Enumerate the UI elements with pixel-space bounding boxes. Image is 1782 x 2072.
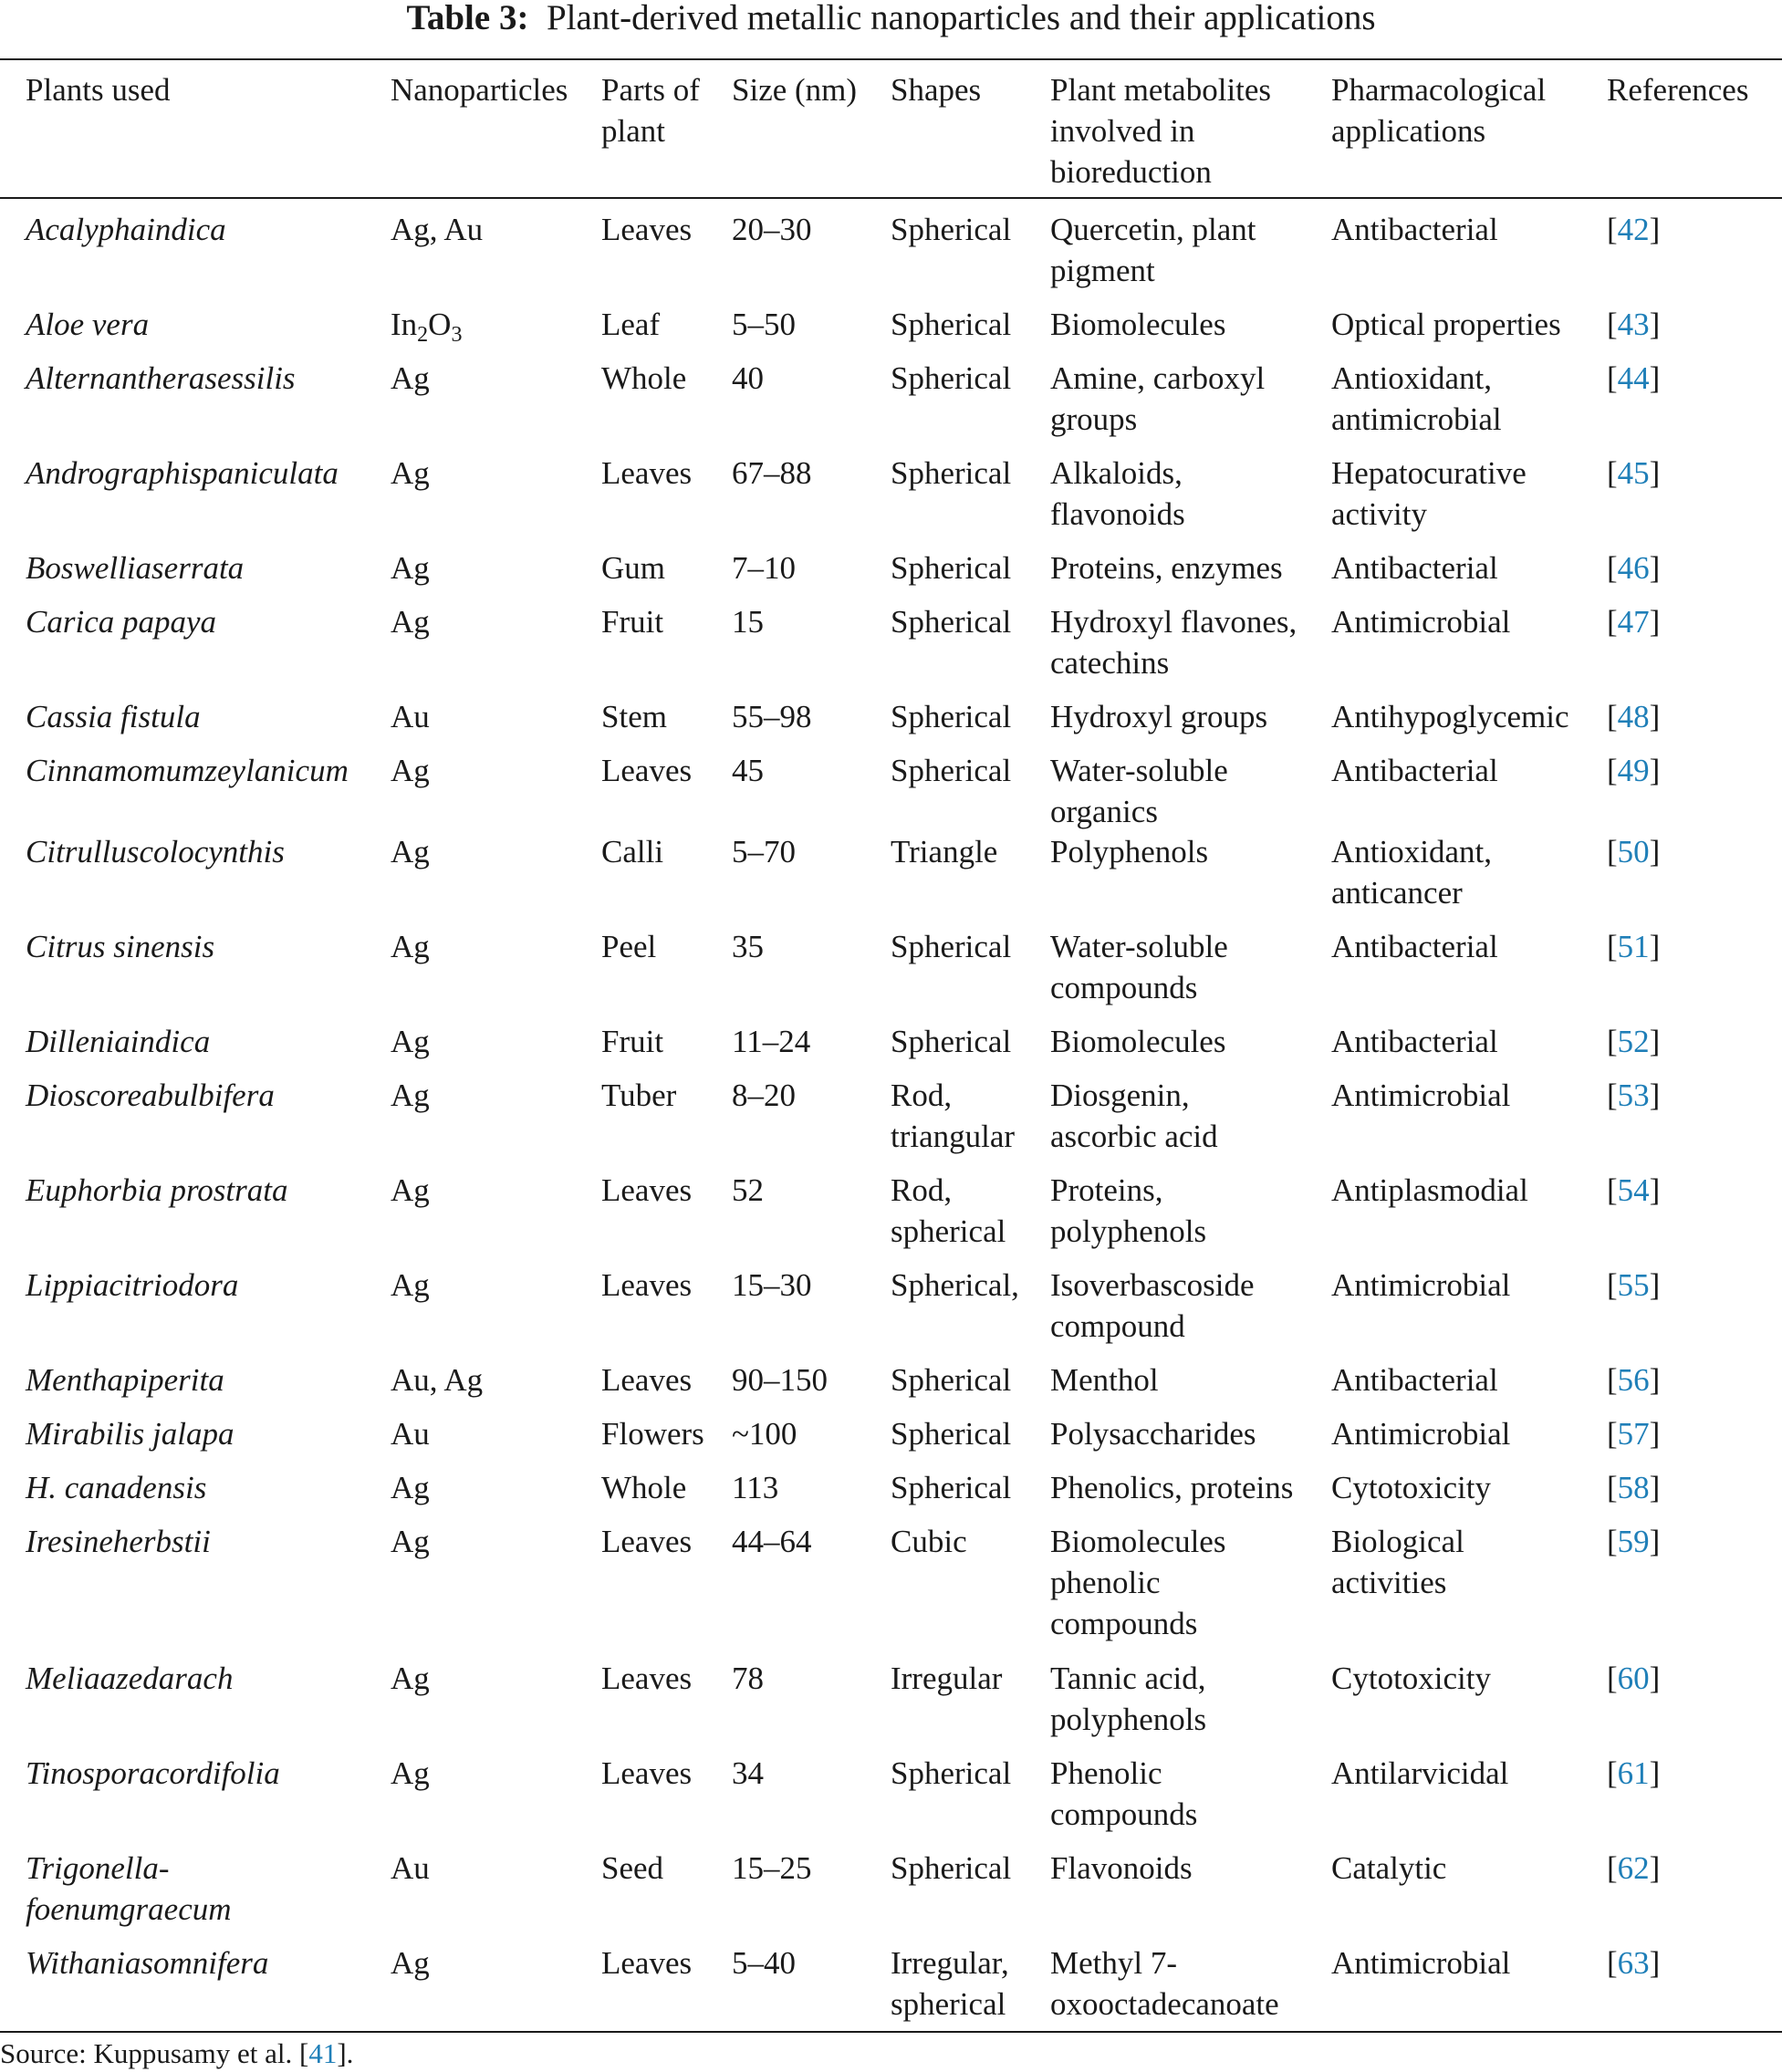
- shape: Triangle: [891, 834, 998, 869]
- application: Catalytic: [1331, 1850, 1447, 1886]
- reference: [53]: [1607, 1078, 1661, 1113]
- shape: Cubic: [891, 1524, 967, 1559]
- metabolites: Hydroxyl flavones, catechins: [1050, 604, 1297, 681]
- shape: Spherical: [891, 1755, 1012, 1791]
- reference: [46]: [1607, 550, 1661, 586]
- nanoparticle: Ag: [391, 1661, 430, 1696]
- application: Antihypoglycemic: [1331, 699, 1569, 734]
- size: 5–40: [732, 1945, 796, 1981]
- table-row: [0, 1658, 1782, 1753]
- reference: [52]: [1607, 1024, 1661, 1059]
- header-plant-metabolites: Plant metabolites involved in bioreduction: [1050, 72, 1272, 190]
- metabolites: Isoverbascoside compound: [1050, 1267, 1255, 1344]
- table-title: Plant-derived metallic nanoparticles and their applications: [546, 0, 1376, 37]
- metabolites: Biomolecules: [1050, 1024, 1226, 1059]
- nanoparticle: Au: [391, 699, 430, 734]
- size: 40: [732, 360, 764, 396]
- application: Hepatocurative activity: [1331, 455, 1527, 532]
- shape: Spherical,: [891, 1267, 1019, 1303]
- reference: [51]: [1607, 929, 1661, 964]
- application: Antiplasmodial: [1331, 1172, 1528, 1208]
- plant-name: Cassia fistula: [26, 699, 201, 734]
- table-row: [0, 750, 1782, 831]
- table-row: [0, 1848, 1782, 1942]
- reference: [60]: [1607, 1661, 1661, 1696]
- size: 52: [732, 1172, 764, 1208]
- nanoparticle: Ag: [391, 360, 430, 396]
- reference-link[interactable]: 54: [1617, 1172, 1650, 1208]
- reference-link[interactable]: 58: [1617, 1470, 1650, 1505]
- application: Antioxidant, antimicrobial: [1331, 360, 1502, 437]
- reference: [49]: [1607, 753, 1661, 788]
- header-plants-used: Plants used: [26, 72, 171, 108]
- table-row: [0, 696, 1782, 750]
- application: Antibacterial: [1331, 1024, 1498, 1059]
- reference: [56]: [1607, 1362, 1661, 1398]
- nanoparticle: Ag: [391, 929, 430, 964]
- plant-part: Leaves: [601, 1362, 693, 1398]
- reference: [61]: [1607, 1755, 1661, 1791]
- nanoparticle: $In_2O_3$: [391, 307, 463, 347]
- reference-link[interactable]: 43: [1617, 307, 1650, 342]
- size: ~100: [732, 1416, 797, 1452]
- header-nanoparticles: Nanoparticles: [391, 72, 568, 108]
- plant-name: H. canadensis: [26, 1470, 207, 1505]
- plant-part: Leaves: [601, 1524, 693, 1559]
- reference: [63]: [1607, 1945, 1661, 1981]
- table-top-rule: [0, 58, 1782, 60]
- table-row: [0, 926, 1782, 1021]
- plant-name: Cinnamomumzeylanicum: [26, 753, 349, 788]
- application: Antibacterial: [1331, 929, 1498, 964]
- plant-name: Menthapiperita: [26, 1362, 224, 1398]
- reference: [48]: [1607, 699, 1661, 734]
- shape: Spherical: [891, 360, 1012, 396]
- header-shapes: Shapes: [891, 72, 982, 108]
- plant-name: Alternantherasessilis: [26, 360, 296, 396]
- reference-link[interactable]: 51: [1617, 929, 1650, 964]
- reference-link[interactable]: 61: [1617, 1755, 1650, 1791]
- reference: [54]: [1607, 1172, 1661, 1208]
- plant-part: Leaves: [601, 1172, 693, 1208]
- shape: Spherical: [891, 550, 1012, 586]
- metabolites: Methyl 7- oxooctadecanoate: [1050, 1945, 1279, 2022]
- reference-link[interactable]: 59: [1617, 1524, 1650, 1559]
- reference-link[interactable]: 47: [1617, 604, 1650, 640]
- metabolites: Proteins, enzymes: [1050, 550, 1283, 586]
- application: Antioxidant, anticancer: [1331, 834, 1492, 911]
- nanoparticle: Ag: [391, 1024, 430, 1059]
- plant-name: Carica papaya: [26, 604, 217, 640]
- plant-name: Andrographispaniculata: [26, 455, 339, 491]
- metabolites: Menthol: [1050, 1362, 1159, 1398]
- nanoparticle: Au, Ag: [391, 1362, 484, 1398]
- plant-name: Acalyphaindica: [26, 212, 226, 247]
- shape: Irregular, spherical: [891, 1945, 1009, 2022]
- header-pharmacological-applications: Pharmacological applications: [1331, 72, 1547, 149]
- table-row: [0, 209, 1782, 304]
- plant-part: Tuber: [601, 1078, 677, 1113]
- reference-link[interactable]: 52: [1617, 1024, 1650, 1059]
- reference-link[interactable]: 62: [1617, 1850, 1650, 1886]
- plant-name: Citrus sinensis: [26, 929, 215, 964]
- table-caption: [0, 0, 1782, 38]
- size: 34: [732, 1755, 764, 1791]
- header-references: References: [1607, 72, 1749, 108]
- reference: [42]: [1607, 212, 1661, 247]
- metabolites: Polysaccharides: [1050, 1416, 1256, 1452]
- table-row: [0, 1467, 1782, 1521]
- shape: Spherical: [891, 1024, 1012, 1059]
- shape: Rod, spherical: [891, 1172, 1006, 1249]
- reference-link[interactable]: 50: [1617, 834, 1650, 869]
- application: Antibacterial: [1331, 753, 1498, 788]
- shape: Spherical: [891, 1416, 1012, 1452]
- table-header: [0, 69, 1782, 197]
- reference: [59]: [1607, 1524, 1661, 1559]
- nanoparticle: Ag: [391, 455, 430, 491]
- shape: Irregular: [891, 1661, 1003, 1696]
- plant-name: Meliaazedarach: [26, 1661, 234, 1696]
- reference-link[interactable]: 48: [1617, 699, 1650, 734]
- shape: Spherical: [891, 753, 1012, 788]
- table-label: Table 3:: [406, 0, 529, 37]
- nanoparticle: Ag: [391, 550, 430, 586]
- source-reference-link[interactable]: 41: [308, 2037, 338, 2069]
- metabolites: Alkaloids, flavonoids: [1050, 455, 1185, 532]
- application: Optical properties: [1331, 307, 1561, 342]
- plant-part: Leaves: [601, 455, 693, 491]
- metabolites: Biomolecules: [1050, 307, 1226, 342]
- size: 20–30: [732, 212, 812, 247]
- metabolites: Diosgenin, ascorbic acid: [1050, 1078, 1218, 1154]
- reference-link[interactable]: 55: [1617, 1267, 1650, 1303]
- metabolites: Proteins, polyphenols: [1050, 1172, 1207, 1249]
- nanoparticle: Ag: [391, 1945, 430, 1981]
- plant-part: Calli: [601, 834, 664, 869]
- nanoparticle: Ag: [391, 1470, 430, 1505]
- size: 35: [732, 929, 764, 964]
- plant-part: Leaves: [601, 212, 693, 247]
- metabolites: Amine, carboxyl groups: [1050, 360, 1266, 437]
- table-row: [0, 453, 1782, 547]
- table-row: [0, 1170, 1782, 1265]
- size: 5–70: [732, 834, 796, 869]
- application: Antibacterial: [1331, 550, 1498, 586]
- shape: Rod, triangular: [891, 1078, 1016, 1154]
- plant-name: Citrulluscolocynthis: [26, 834, 285, 869]
- plant-name: Dilleniaindica: [26, 1024, 211, 1059]
- reference: [57]: [1607, 1416, 1661, 1452]
- metabolites: Water-soluble compounds: [1050, 929, 1228, 1005]
- reference: [62]: [1607, 1850, 1661, 1886]
- plant-part: Gum: [601, 550, 665, 586]
- nanoparticle: Ag: [391, 604, 430, 640]
- metabolites: Water-soluble organics: [1050, 753, 1228, 829]
- application: Cytotoxicity: [1331, 1661, 1491, 1696]
- table-row: [0, 1753, 1782, 1848]
- reference-link[interactable]: 45: [1617, 455, 1650, 491]
- plant-part: Seed: [601, 1850, 664, 1886]
- metabolites: Biomolecules phenolic compounds: [1050, 1524, 1226, 1641]
- metabolites: Quercetin, plant pigment: [1050, 212, 1256, 288]
- application: Antimicrobial: [1331, 604, 1511, 640]
- plant-name: Lippiacitriodora: [26, 1267, 239, 1303]
- reference-link[interactable]: 46: [1617, 550, 1650, 586]
- shape: Spherical: [891, 929, 1012, 964]
- reference-link[interactable]: 56: [1617, 1362, 1650, 1398]
- plant-name: Iresineherbstii: [26, 1524, 211, 1559]
- size: 7–10: [732, 550, 796, 586]
- application: Antimicrobial: [1331, 1945, 1511, 1981]
- table-row: [0, 831, 1782, 926]
- shape: Spherical: [891, 699, 1012, 734]
- table-header-rule: [0, 197, 1782, 199]
- table-row: [0, 1413, 1782, 1467]
- table-row: [0, 358, 1782, 453]
- application: Cytotoxicity: [1331, 1470, 1491, 1505]
- plant-name: Mirabilis jalapa: [26, 1416, 234, 1452]
- size: 90–150: [732, 1362, 828, 1398]
- shape: Spherical: [891, 1850, 1012, 1886]
- plant-part: Peel: [601, 929, 657, 964]
- size: 11–24: [732, 1024, 811, 1059]
- reference: [44]: [1607, 360, 1661, 396]
- table-row: [0, 1521, 1782, 1658]
- application: Antimicrobial: [1331, 1078, 1511, 1113]
- table-row: [0, 1265, 1782, 1359]
- plant-part: Whole: [601, 360, 687, 396]
- size: 5–50: [732, 307, 796, 342]
- reference: [47]: [1607, 604, 1661, 640]
- table-row: [0, 1942, 1782, 2037]
- size: 55–98: [732, 699, 812, 734]
- table-row: [0, 1359, 1782, 1413]
- plant-part: Flowers: [601, 1416, 704, 1452]
- plant-name: Euphorbia prostrata: [26, 1172, 288, 1208]
- plant-part: Leaves: [601, 1755, 693, 1791]
- table-row: [0, 601, 1782, 696]
- plant-name: Dioscoreabulbifera: [26, 1078, 275, 1113]
- shape: Spherical: [891, 604, 1012, 640]
- application: Antibacterial: [1331, 1362, 1498, 1398]
- plant-part: Leaves: [601, 1945, 693, 1981]
- reference-link[interactable]: 44: [1617, 360, 1650, 396]
- metabolites: Tannic acid, polyphenols: [1050, 1661, 1207, 1737]
- plant-name: Tinosporacordifolia: [26, 1755, 280, 1791]
- application: Antimicrobial: [1331, 1267, 1511, 1303]
- metabolites: Phenolics, proteins: [1050, 1470, 1294, 1505]
- size: 8–20: [732, 1078, 796, 1113]
- nanoparticle: Ag: [391, 1755, 430, 1791]
- nanoparticle: Ag: [391, 834, 430, 869]
- size: 45: [732, 753, 764, 788]
- table-bottom-rule: [0, 2031, 1782, 2033]
- table-row: [0, 547, 1782, 601]
- header-row: [0, 69, 1782, 197]
- nanoparticle: Ag: [391, 753, 430, 788]
- application: Antimicrobial: [1331, 1416, 1511, 1452]
- metabolites: Polyphenols: [1050, 834, 1209, 869]
- size: 44–64: [732, 1524, 812, 1559]
- size: 113: [732, 1470, 779, 1505]
- plant-part: Whole: [601, 1470, 687, 1505]
- header-parts-of-plant: Parts of plant: [601, 72, 700, 149]
- shape: Spherical: [891, 1362, 1012, 1398]
- plant-part: Leaves: [601, 1267, 693, 1303]
- reference-link[interactable]: 63: [1617, 1945, 1650, 1981]
- nanoparticle: Ag: [391, 1524, 430, 1559]
- nanoparticle: Ag: [391, 1267, 430, 1303]
- table-source-note: Source: Kuppusamy et al. [41].: [0, 2037, 354, 2069]
- plant-part: Leaves: [601, 1661, 693, 1696]
- plant-name: Boswelliaserrata: [26, 550, 245, 586]
- metabolites: Hydroxyl groups: [1050, 699, 1268, 734]
- plant-part: Fruit: [601, 1024, 664, 1059]
- size: 15–30: [732, 1267, 812, 1303]
- reference: [45]: [1607, 455, 1661, 491]
- metabolites: Phenolic compounds: [1050, 1755, 1198, 1832]
- size: 78: [732, 1661, 764, 1696]
- application: Antilarvicidal: [1331, 1755, 1509, 1791]
- application: Antibacterial: [1331, 212, 1498, 247]
- reference: [58]: [1607, 1470, 1661, 1505]
- reference-link[interactable]: 57: [1617, 1416, 1650, 1452]
- plant-part: Leaf: [601, 307, 661, 342]
- shape: Spherical: [891, 307, 1012, 342]
- plant-name: Aloe vera: [26, 307, 150, 342]
- reference-link[interactable]: 49: [1617, 753, 1650, 788]
- size: 67–88: [732, 455, 812, 491]
- size: 15–25: [732, 1850, 812, 1886]
- metabolites: Flavonoids: [1050, 1850, 1193, 1886]
- reference: [55]: [1607, 1267, 1661, 1303]
- plant-name: Withaniasomnifera: [26, 1945, 269, 1981]
- nanoparticle: Au: [391, 1416, 430, 1452]
- nanoparticle: Ag: [391, 1078, 430, 1113]
- table-body: [0, 209, 1782, 2037]
- header-size: Size (nm): [732, 72, 858, 108]
- nanoparticle: Ag, Au: [391, 212, 484, 247]
- reference-link[interactable]: 53: [1617, 1078, 1650, 1113]
- size: 15: [732, 604, 764, 640]
- reference: [43]: [1607, 307, 1661, 342]
- plant-name: Trigonella- foenumgraecum: [26, 1850, 232, 1927]
- plant-part: Stem: [601, 699, 667, 734]
- reference: [50]: [1607, 834, 1661, 869]
- nanoparticle: Ag: [391, 1172, 430, 1208]
- table-row: [0, 1075, 1782, 1170]
- reference-link[interactable]: 42: [1617, 212, 1650, 247]
- reference-link[interactable]: 60: [1617, 1661, 1650, 1696]
- plant-part: Fruit: [601, 604, 664, 640]
- table-row: [0, 304, 1782, 358]
- plant-part: Leaves: [601, 753, 693, 788]
- shape: Spherical: [891, 212, 1012, 247]
- shape: Spherical: [891, 1470, 1012, 1505]
- table-row: [0, 1021, 1782, 1075]
- nanoparticle: Au: [391, 1850, 430, 1886]
- shape: Spherical: [891, 455, 1012, 491]
- application: Biological activities: [1331, 1524, 1464, 1600]
